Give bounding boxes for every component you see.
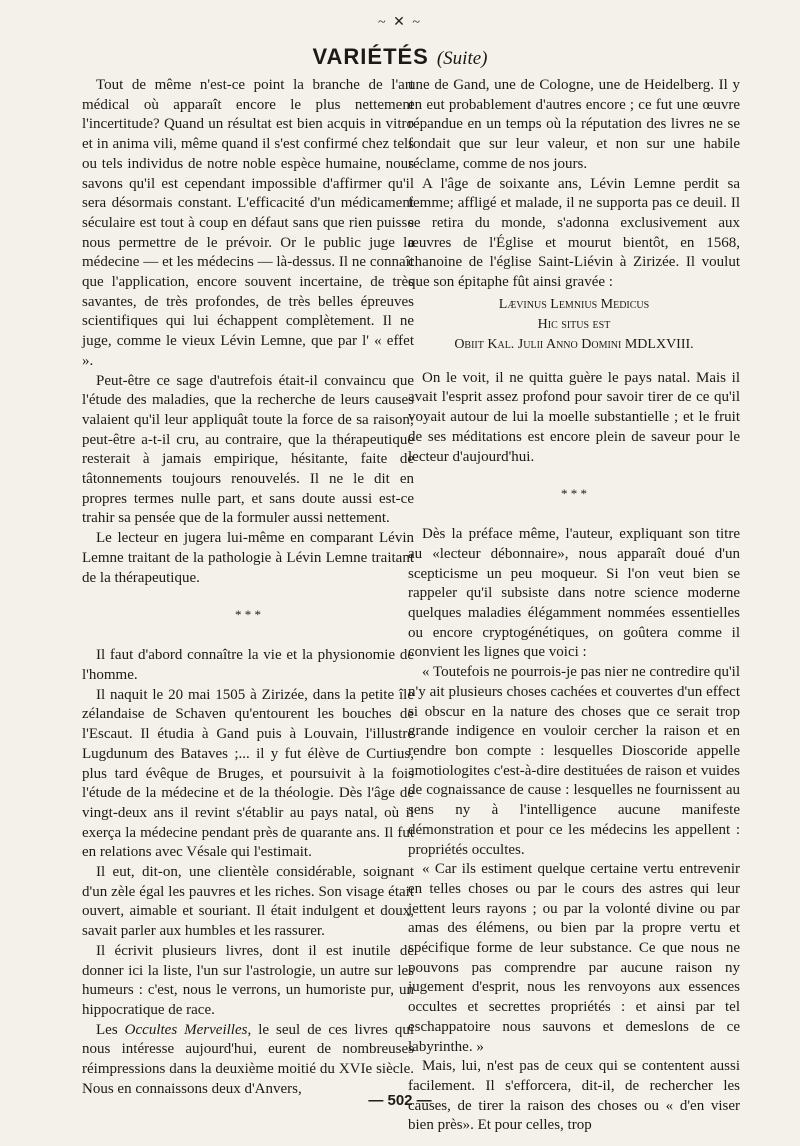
paragraph: Le lecteur en jugera lui-même en comparant Lévin Lemne traitant de la pathologie à Lévin Lemne traitant de la thérapeutique. [82, 530, 414, 586]
page-header [0, 44, 800, 70]
epitaph-line: Obiit Kal. Julii Anno Domini MDLXVIII. [454, 336, 694, 352]
text-run: Les [96, 1021, 118, 1038]
paragraph: A l'âge de soixante ans, Lévin Lemne perdit sa femme; affligé et malade, il ne supporta pas ce deuil. Il se retira du monde, s'adonna exclusivement aux œuvres de l'Église et mourut bientôt, en 1568, chanoine de l'église Saint-Liévin à Zirizée. Il voulut que son épitaphe fût ainsi gravée : [408, 175, 740, 291]
paragraph: Il eut, dit-on, une clientèle considérable, soignant d'un zèle égal les pauvres et les riches. Son visage était ouvert, aimable et souriant. Il était indulgent et doux, savait parler aux humbles et les rassurer. [82, 864, 414, 940]
text-run: , le seul de ces livres qui nous intéresse aujourd'hui, eurent de nombreuses réimpressions dans la deuxième moitié du XVIe siècle. Nous en connaissons deux d'Anvers, [82, 1021, 414, 1097]
paragraph: Il naquit le 20 mai 1505 à Zirizée, dans la petite île zélandaise de Schaven qu'entourent les bouches de l'Escaut. Il étudia à Gand puis à Louvain, l'illustre Lugdunum des Bataves ;... il y fut élève de Curtius, plus tard évêque de Bruges, et poursuivit à la fois l'étude de la médecine et de la théologie. Dès l'âge de vingt-deux ans il revint s'établir au pays natal, où il exerça la médecine pendant près de quarante ans. Il fut en relations avec Vésale qui l'estimait. [82, 686, 414, 861]
paragraph: « Toutefois ne pourrois-je pas nier ne contredire qu'il n'y ait plusieurs choses cachées et couvertes d'un effect si obscur en la nature des choses que ce serait trop grande indigence en vouloir cercher la raison et en rendre bon compte : lesquelles Dioscoride appelle amotiologites c'est-à-dire destituées de raison et vuides de cognaissance de cause : lesquelles ne fournissent au sens ny à l'intelligence aucune manifeste démonstration et pour ce les médecins les appellent : propriétés occultes. [408, 664, 740, 858]
paragraph: Tout de même n'est-ce point la branche de l'art médical où apparaît encore le plus nettement l'incertitude? Quand un résultat est bien acquis in vitro et in anima vili, même quand il s'est confirmé chez tels ou tels individus de notre noble espèce humaine, nous savons qu'il est cependant impossible d'affirmer qu'il sera désormais constant. L'efficacité d'un médicament séculaire est tout à coup en défaut sans que rien puisse nous permettre de le prévoir. Or le public juge la médecine — et les médecins — là-dessus. Il ne connaît que l'application, encore souvent incertaine, de très savantes, de très profondes, de très belles épreuves scientifiques qui lui échappent complètement. Il ne juge, comme le vieux Lévin Lemne, que par l' « effet ». [82, 77, 414, 369]
paragraph [82, 1021, 414, 1100]
paragraph: Peut-être ce sage d'autrefois était-il convaincu que l'étude des maladies, que la recherche de leurs causes valaient qu'il leur appliquât toute la force de sa raison; peut-être a-t-il cru, au contraire, que la thérapeutique resterait à jamais empirique, hésitante, faite de tâtonnements toujours renouvelés. Il ne le dit en propres termes nulle part, et sans doute aussi est-ce trahir sa pensée que de la formuler aussi nettement. [82, 372, 414, 527]
paragraph: « Car ils estiment quelque certaine vertu entrevenir en telles choses ou par le cours des astres qui leur jettent leurs rayons ; ou par la volonté divine ou par amas des élémens, ou bien par la propre vertu et spécifique forme de leur substance. Ce que nous ne pouvons pas comprendre par aucune raison ny jugement d'esprit, nous les renvoyons aux essences occultes et secrettes propriétés : et ainsi par tel eschappatoire nous sauvons et demeslons de ce labyrinthe. » [408, 861, 740, 1055]
page-title: VARIÉTÉS [312, 44, 429, 69]
left-column [82, 76, 414, 1099]
paragraph: Mais, lui, n'est pas de ceux qui se contentent aussi facilement. Il s'efforcera, dit-il, de rechercher les causes, de tirer la raison des choses ou « d'en viser bien près». Et pour celles, trop [408, 1058, 740, 1134]
paragraph: Dès la préface même, l'auteur, expliquant son titre au «lecteur débonnaire», nous apparaît doué d'un scepticisme un peu moqueur. Si l'on veut bien se rappeler qu'il subsiste dans notre science moderne quelques maladies élégamment nommées essentielles ou encore cryptogénétiques, on goûtera comme il convient les lignes que voici : [408, 526, 740, 661]
paragraph: On le voit, il ne quitta guère le pays natal. Mais il avait l'esprit assez profond pour savoir tirer de ce qu'il voyait autour de lui la moelle substantielle ; et le fruit de ses méditations est encore plein de saveur pour le lecteur d'aujourd'hui. [408, 369, 740, 465]
paragraph: Il faut d'abord connaître la vie et la physionomie de l'homme. [82, 647, 414, 683]
epitaph [408, 295, 740, 355]
book-title: Occultes Merveilles [124, 1021, 248, 1038]
section-separator: * * * [561, 486, 587, 502]
section-separator: * * * [235, 607, 261, 623]
epitaph-line: Lævinus Lemnius Medicus [498, 296, 650, 312]
paragraph: Il écrivit plusieurs livres, dont il est inutile de donner ici la liste, l'un sur l'astrologie, un autre sur les humeurs : c'est, nous le verrons, un humoriste pur, un hippocratique de race. [82, 942, 414, 1018]
epitaph-line: Hic situs est [537, 316, 611, 332]
header-ornament: ~ ✕ ~ [378, 15, 422, 30]
paragraph: une de Gand, une de Cologne, une de Heidelberg. Il y en eut probablement d'autres encore ; ce fut une œuvre répandue en un temps où la réputation des livres ne se fondait que sur leur valeur, et non sur une habile réclame, comme de nos jours. [408, 77, 740, 172]
page-number: — 502 — [368, 1092, 432, 1109]
page-subtitle: (Suite) [436, 48, 488, 69]
right-column [408, 76, 740, 1136]
